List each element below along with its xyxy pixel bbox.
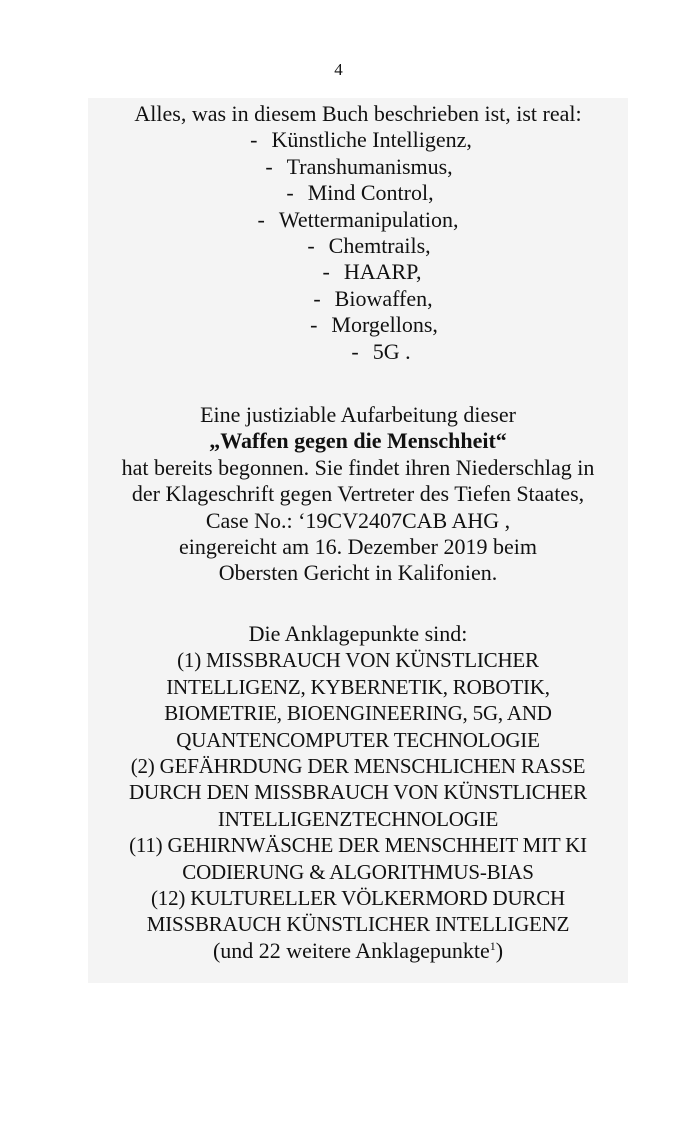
case-court: Obersten Gericht in Kalifonien. xyxy=(218,560,498,586)
case-intro-line: Eine justiziable Aufarbeitung dieser xyxy=(200,402,516,427)
charges-section xyxy=(88,615,628,983)
charges-heading: Die Anklagepunkte sind: xyxy=(248,621,468,646)
charge-line: BIOMETRIE, BIOENGINEERING, 5G, AND xyxy=(164,701,552,726)
page-number: 4 xyxy=(334,60,343,79)
charge-line: QUANTENCOMPUTER TECHNOLOGIE xyxy=(176,727,540,752)
charge-line: DURCH DEN MISSBRAUCH VON KÜNSTLICHER xyxy=(129,780,587,805)
case-title: „Waffen gegen die Menschheit“ xyxy=(209,428,507,454)
list-item: - Mind Control, xyxy=(286,180,434,206)
list-item: - HAARP, xyxy=(322,259,422,285)
charges-footer-text: (und 22 weitere Anklagepunkte xyxy=(212,937,490,963)
list-item: - Biowaffen, xyxy=(313,285,433,311)
charge-line: INTELLIGENZ, KYBERNETIK, ROBOTIK, xyxy=(166,674,550,699)
list-item: - Transhumanismus, xyxy=(265,153,453,179)
list-item: - Chemtrails, xyxy=(307,233,431,259)
charge-line: (2) GEFÄHRDUNG DER MENSCHLICHEN RASSE xyxy=(130,754,586,779)
case-filing-date: eingereicht am 16. Dezember 2019 beim xyxy=(179,534,537,560)
list-item: - Wettermanipulation, xyxy=(257,206,459,232)
charge-line: INTELLIGENZTECHNOLOGIE xyxy=(217,806,499,831)
case-text-line: hat bereits begonnen. Sie findet ihren Niederschlag in xyxy=(121,454,595,480)
intro-section xyxy=(88,98,628,404)
charge-line: CODIERUNG & ALGORITHMUS-BIAS xyxy=(182,859,534,884)
charge-line: (1) MISSBRAUCH VON KÜNSTLICHER xyxy=(177,648,539,673)
case-number: Case No.: ‘19CV2407CAB AHG , xyxy=(205,507,511,533)
topic-list xyxy=(88,127,628,365)
case-section xyxy=(88,401,628,616)
charge-line: (11) GEHIRNWÄSCHE DER MENSCHHEIT MIT KI xyxy=(129,833,587,858)
charge-line: (12) KULTURELLER VÖLKERMORD DURCH xyxy=(151,886,565,911)
footnote-marker[interactable]: 1 xyxy=(489,938,496,953)
charges-footer: (und 22 weitere Anklagepunkte$^1$) xyxy=(212,937,504,963)
list-item: - Morgellons, xyxy=(310,312,438,338)
case-text-line: der Klageschrift gegen Vertreter des Tiefen Staates, xyxy=(131,481,585,507)
charge-line: MISSBRAUCH KÜNSTLICHER INTELLIGENZ xyxy=(146,912,570,937)
list-item: - Künstliche Intelligenz, xyxy=(250,127,472,153)
list-item: - 5G . xyxy=(351,338,411,364)
intro-heading: Alles, was in diesem Buch beschrieben ist, ist real: xyxy=(134,101,582,126)
